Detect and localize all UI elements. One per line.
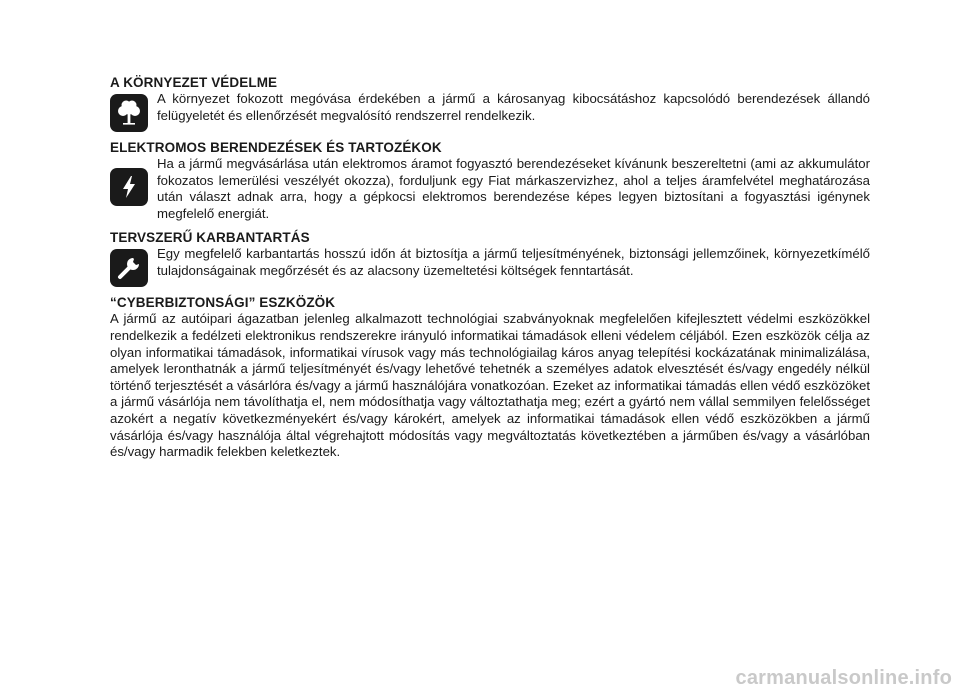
section-heading: “CYBERBIZTONSÁGI” ESZKÖZÖK — [110, 295, 336, 311]
section-text: A jármű az autóipari ágazatban jelenleg alkalmazott technológiai szabványoknak megfelelően kifejlesztett védelmi eszközökkel rendelkezik a fedélzeti elektronikus rendszerekre irányuló informatikai támadások elleni védelem céljából. Ezen eszközök célja az olyan informatikai támadások, informatikai vírusok vagy más technológiailag káros anyag telepítési kockázatának minimalizálása, amelyek leronthatnák a jármű teljesítményét és/vagy lehetővé tehetnék a személyes adatok elvesztését és/vagy engedély nélkül történő terjesztését a vásárlóra és/vagy a jármű használójára vonatkozóan. Ezeket az informatikai támadás ellen védő eszközöket a jármű vásárlója nem távolíthatja el, nem módosíthatja vagy változtathatja meg; ezért a gyártó nem vállal semmilyen felelősséget azokért a negatív következményekért és/vagy károkért, amelyek az informatikai támadások ellen védő eszközökben a jármű vásárlója és/vagy használója által végrehajtott módosítás vagy megváltoztatás következtében a járműben és/vagy a vásárlóban és/vagy harmadik felekben keletkeztek. — [110, 311, 870, 460]
section-text: A környezet fokozott megóvása érdekében a jármű a károsanyag kibocsátáshoz kapcsolódó berendezések állandó felügyeletét és ellenőrzését megvalósító rendszerrel rendelkezik. — [157, 91, 870, 123]
section-text: Egy megfelelő karbantartás hosszú időn át biztosítja a jármű teljesítményének, biztonsági jellemzőinek, környezetkímélő tulajdonságainak megőrzését és az alacsony üzemeltetési költségek fenntartását. — [157, 246, 870, 278]
section-heading: ELEKTROMOS BERENDEZÉSEK ÉS TARTOZÉKOK — [110, 140, 442, 155]
section-heading: TERVSZERŰ KARBANTARTÁS — [110, 230, 310, 246]
section-row — [110, 156, 870, 222]
section-electrical — [110, 139, 870, 222]
page-content — [110, 74, 870, 468]
section-text: Ha a jármű megvásárlása után elektromos áramot fogyasztó berendezéseket kívánunk beszereltetni (ami az akkumulátor fokozatos lemerülési veszélyét okozza), forduljunk egy Fiat márkaszervizhez, ahol a teljes áramfelvétel meghatározása után választ adnak arra, hogy a gépkocsi elektromos berendezése képes legyen biztosítani a fogyasztási igénynek megfelelő energiát. — [157, 156, 870, 221]
section-row — [110, 91, 870, 132]
section-maintenance — [110, 229, 870, 287]
section-environment — [110, 74, 870, 132]
watermark: carmanualsonline.info — [735, 667, 952, 689]
section-cybersecurity — [110, 294, 870, 460]
section-heading: A KÖRNYEZET VÉDELME — [110, 75, 278, 90]
section-row — [110, 246, 870, 287]
lightning-icon — [110, 168, 148, 206]
wrench-icon — [110, 249, 148, 287]
tree-icon — [110, 94, 148, 132]
